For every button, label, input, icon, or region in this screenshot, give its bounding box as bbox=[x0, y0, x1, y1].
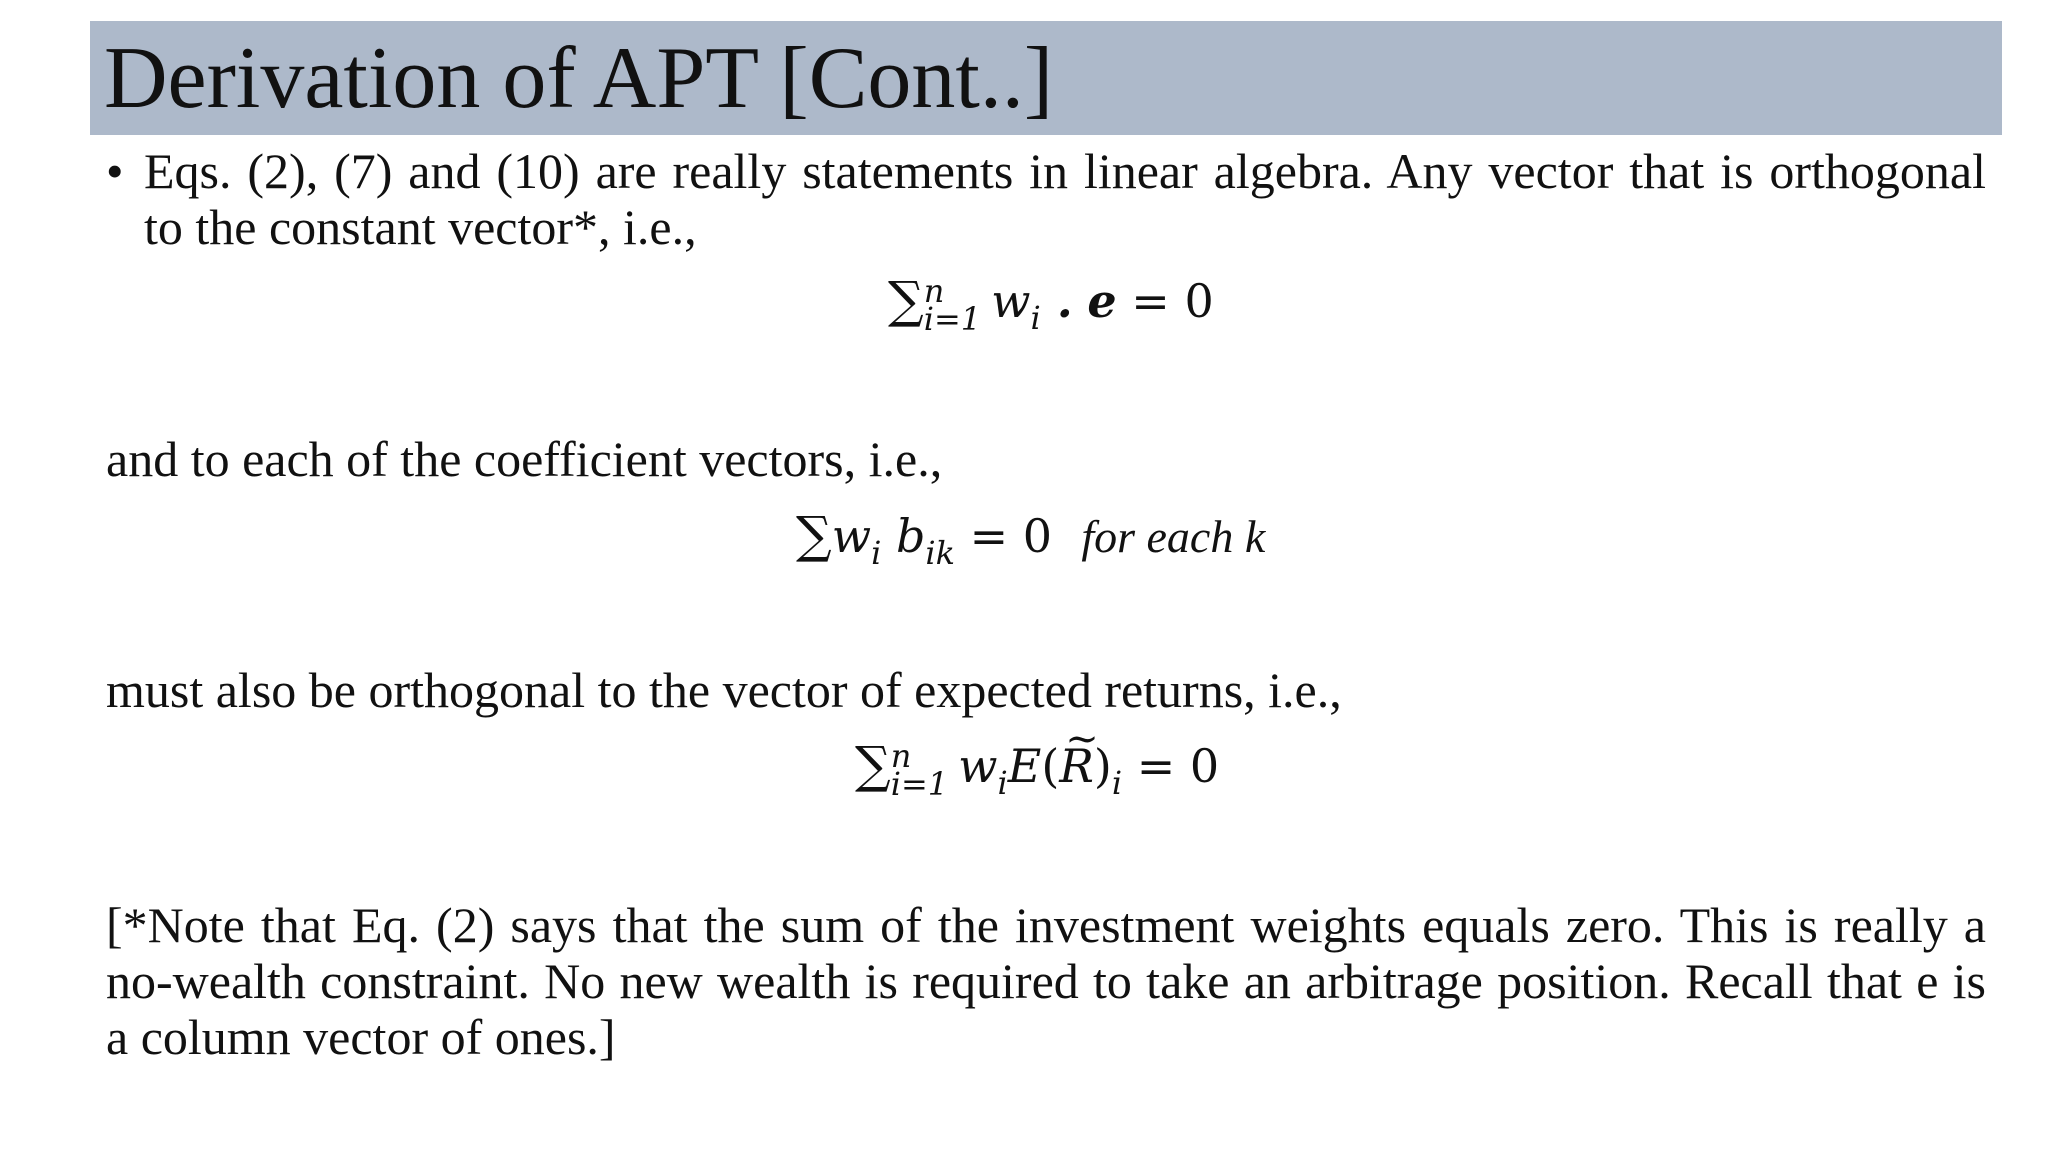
equation-sum-weights-expected-returns bbox=[855, 735, 1219, 813]
equation-rhs: = 0 bbox=[1122, 739, 1220, 793]
title-banner bbox=[90, 21, 2002, 135]
bullet-text: Eqs. (2), (7) and (10) are really statements in linear algebra. Any vector that is orthogonal to the constant vector*, i.e., bbox=[144, 143, 1986, 255]
bullet-paragraph bbox=[106, 143, 1986, 255]
expected-returns-paragraph: must also be orthogonal to the vector of expected returns, i.e., bbox=[106, 662, 1342, 718]
constant-vector-symbol: e bbox=[1087, 274, 1117, 328]
sum-upper-limit: n bbox=[890, 737, 912, 775]
coefficient-subscript: ik bbox=[925, 534, 956, 572]
equation-rhs: = 0 bbox=[955, 509, 1053, 563]
slide-title: Derivation of APT [Cont..] bbox=[104, 30, 1054, 127]
weight-subscript: i bbox=[871, 534, 882, 572]
return-symbol: ~ R bbox=[1059, 739, 1094, 793]
weight-symbol: w bbox=[831, 509, 872, 563]
equation-rhs: = 0 bbox=[1116, 274, 1214, 328]
weight-symbol: w bbox=[991, 274, 1031, 328]
close-paren: ) bbox=[1093, 739, 1112, 793]
dot-operator: . bbox=[1040, 274, 1073, 328]
return-subscript: i bbox=[1111, 764, 1123, 802]
sum-symbol: ∑ bbox=[796, 506, 832, 564]
equation-sum-weights-coefficients bbox=[796, 505, 1265, 583]
weight-subscript: i bbox=[1030, 299, 1041, 337]
equation-sum-weights-constant bbox=[888, 270, 1214, 348]
expectation-symbol: E bbox=[1007, 739, 1042, 793]
bullet-marker: • bbox=[106, 143, 124, 199]
sum-lower-limit: i=1 bbox=[923, 300, 982, 338]
sum-limits bbox=[923, 272, 982, 338]
sum-symbol: ∑ bbox=[855, 736, 891, 794]
sum-upper-limit: n bbox=[923, 272, 945, 310]
weight-subscript: i bbox=[997, 764, 1008, 802]
coefficient-paragraph: and to each of the coefficient vectors, i.e., bbox=[106, 431, 943, 487]
weight-symbol: w bbox=[958, 739, 998, 793]
sum-symbol: ∑ bbox=[888, 271, 924, 329]
open-paren: ( bbox=[1041, 739, 1060, 793]
coefficient-symbol: b bbox=[895, 509, 926, 563]
equation-qualifier: for each k bbox=[1081, 511, 1266, 562]
sum-limits bbox=[890, 737, 949, 803]
footnote-paragraph: [*Note that Eq. (2) says that the sum of the investment weights equals zero. This is really a no-wealth constraint. No new wealth is required to take an arbitrage position. Recall that e is a column vector of ones.] bbox=[106, 897, 1986, 1065]
sum-lower-limit: i=1 bbox=[890, 765, 949, 803]
